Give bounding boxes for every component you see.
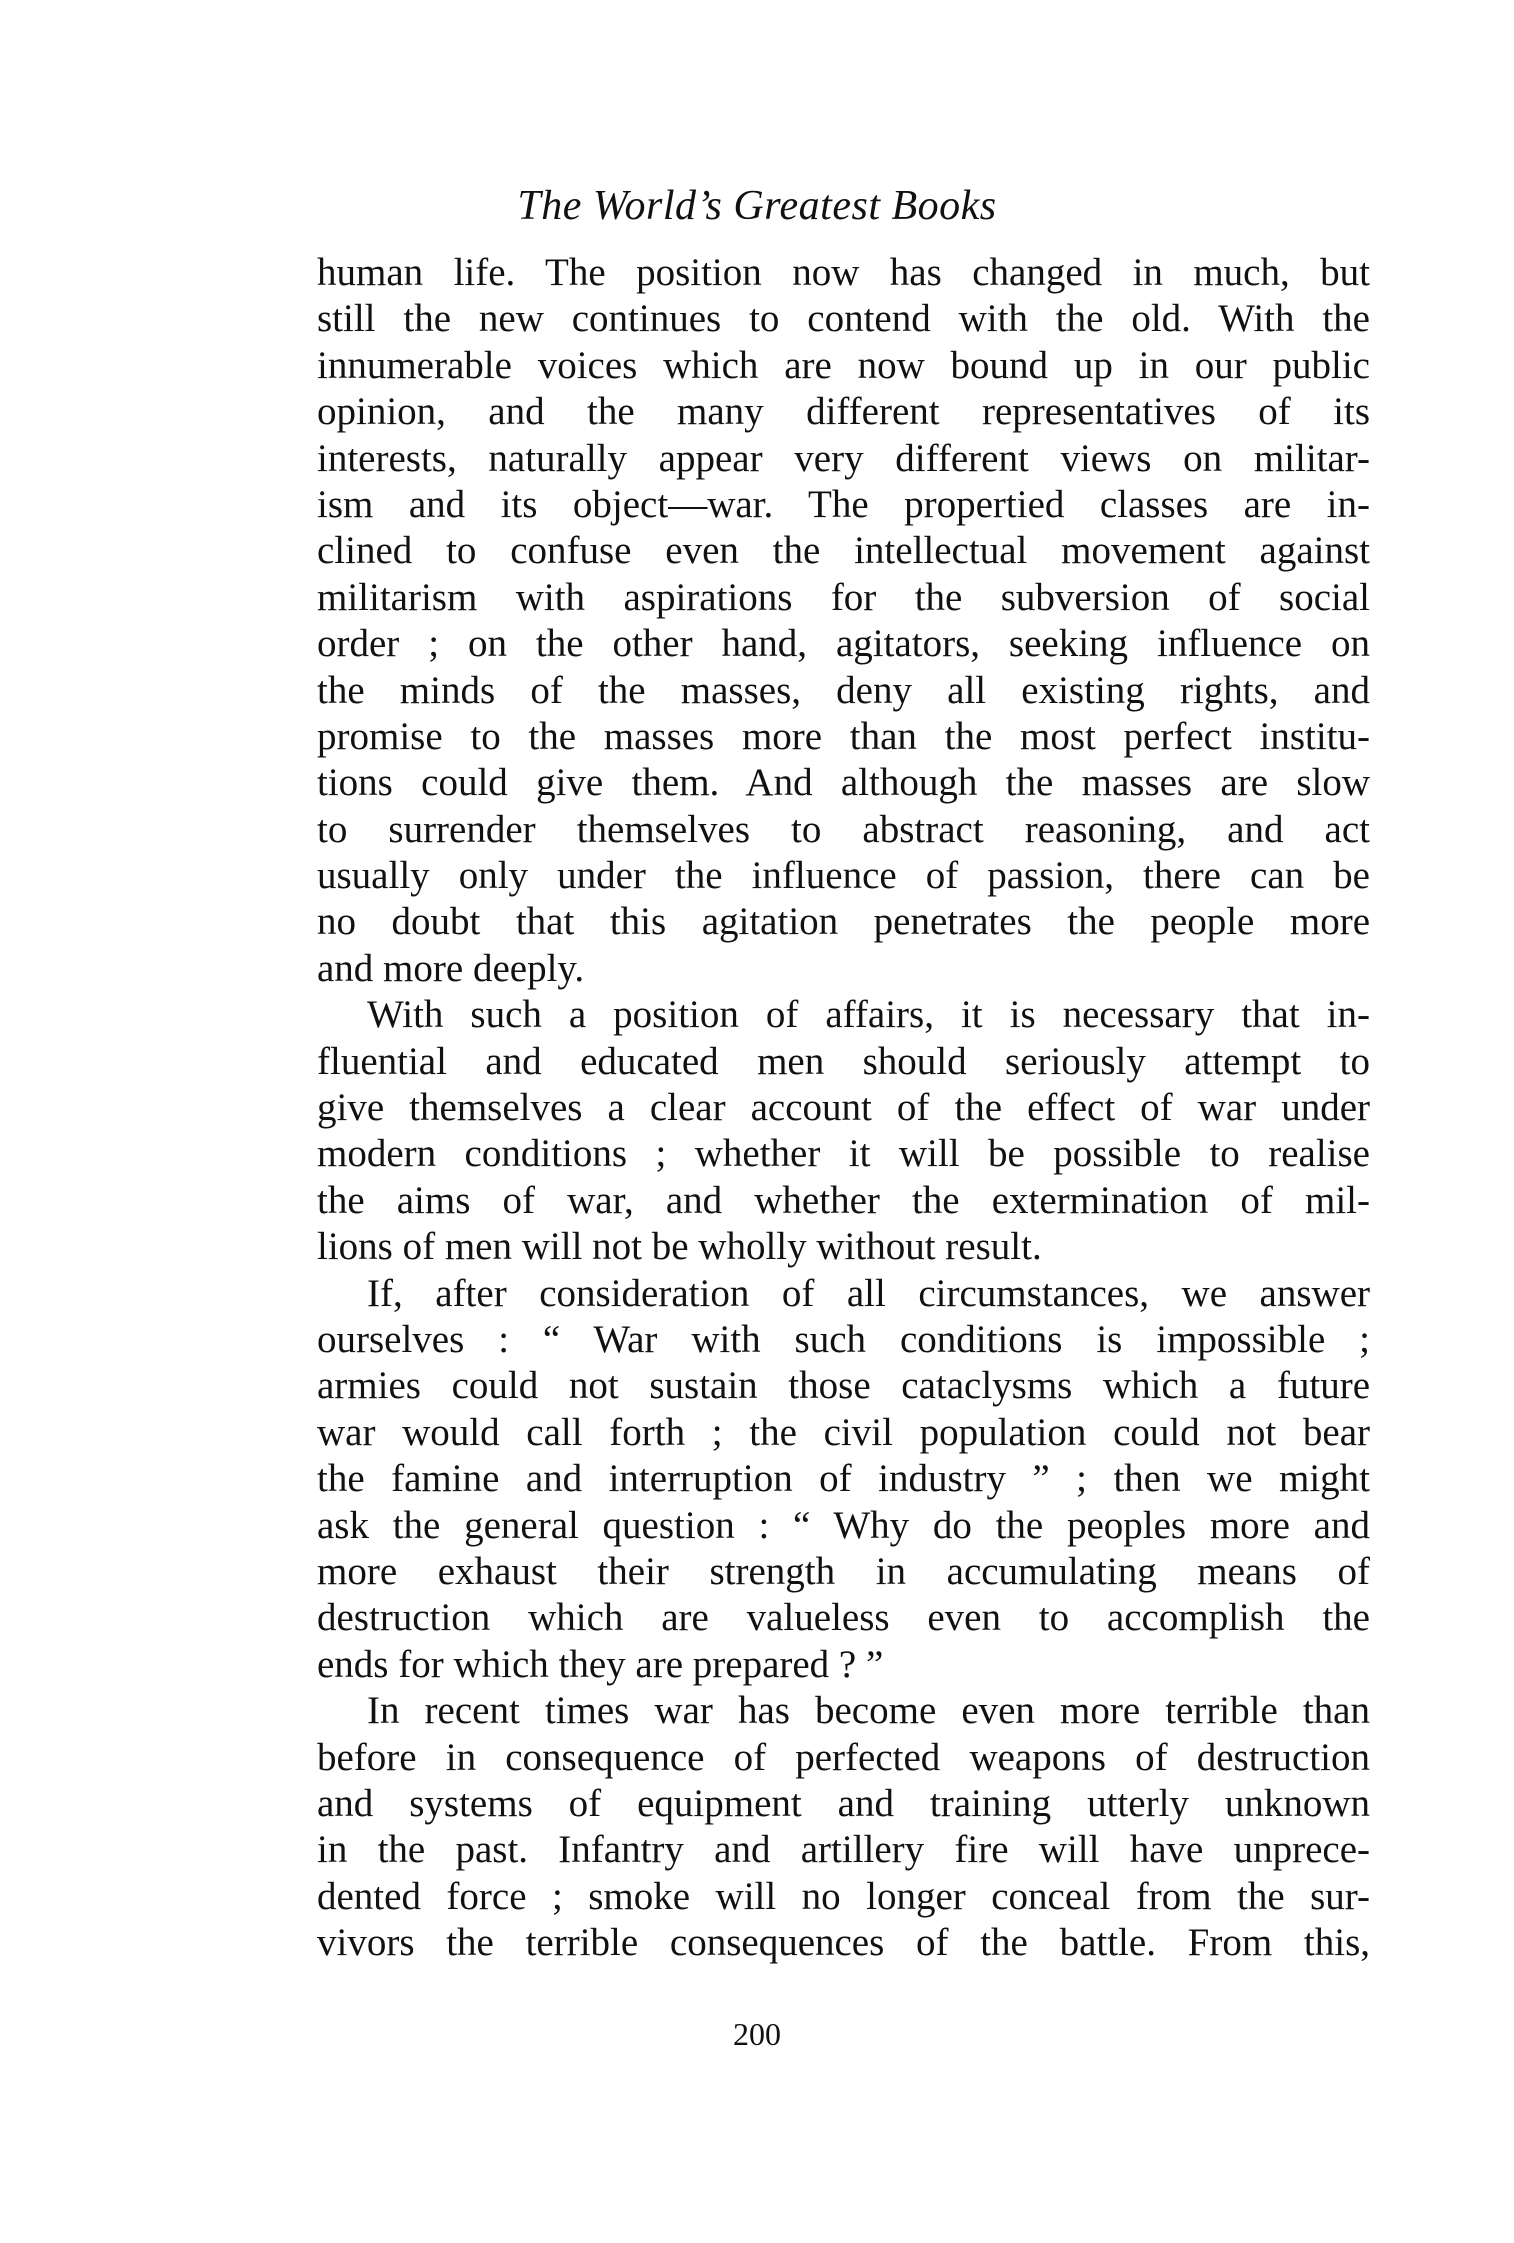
- page-number: 200: [733, 2016, 781, 2052]
- paragraph: [317, 992, 1370, 1270]
- text-line: ask the general question : “ Why do the peoples more and: [317, 1503, 1370, 1547]
- page-body: [317, 250, 1370, 1966]
- text-line: militarism with aspirations for the subversion of social: [317, 575, 1370, 619]
- paragraph: [317, 1271, 1370, 1689]
- text-line: and more deeply.: [317, 946, 585, 990]
- text-line: usually only under the influence of passion, there can be: [317, 854, 1370, 898]
- text-line: promise to the masses more than the most perfect institu-: [317, 714, 1370, 758]
- text-line: the minds of the masses, deny all existing rights, and: [317, 668, 1370, 712]
- text-line: tions could give them. And although the masses are slow: [317, 761, 1370, 805]
- text-line: before in consequence of perfected weapons of destruction: [317, 1735, 1370, 1779]
- text-line: the aims of war, and whether the extermination of mil-: [317, 1178, 1370, 1222]
- text-line: innumerable voices which are now bound up in our public: [317, 343, 1370, 387]
- text-line: interests, naturally appear very different views on militar-: [317, 436, 1370, 480]
- text-line: war would call forth ; the civil population could not bear: [317, 1410, 1370, 1454]
- text-line: no doubt that this agitation penetrates the people more: [317, 900, 1370, 944]
- text-line: fluential and educated men should seriously attempt to: [317, 1039, 1370, 1083]
- text-line: dented force ; smoke will no longer conceal from the sur-: [317, 1874, 1370, 1918]
- paragraph: [317, 250, 1370, 992]
- text-line: ism and its object—war. The propertied classes are in-: [317, 482, 1370, 526]
- text-line: ourselves : “ War with such conditions is impossible ;: [317, 1317, 1370, 1361]
- text-line: and systems of equipment and training utterly unknown: [317, 1781, 1370, 1825]
- text-line: the famine and interruption of industry ” ; then we might: [317, 1457, 1370, 1501]
- text-line: in the past. Infantry and artillery fire will have unprece-: [317, 1828, 1370, 1872]
- text-line: still the new continues to contend with the old. With the: [317, 297, 1370, 341]
- text-line: to surrender themselves to abstract reasoning, and act: [317, 807, 1370, 851]
- text-line: more exhaust their strength in accumulating means of: [317, 1549, 1370, 1593]
- running-header: The World’s Greatest Books: [517, 183, 997, 229]
- paragraph: [317, 1688, 1370, 1966]
- text-line: destruction which are valueless even to accomplish the: [317, 1596, 1370, 1640]
- text-line: armies could not sustain those cataclysms which a future: [317, 1364, 1370, 1408]
- text-line: ends for which they are prepared ? ”: [317, 1642, 884, 1686]
- text-line: opinion, and the many different representatives of its: [317, 390, 1370, 434]
- text-line: With such a position of affairs, it is necessary that in-: [367, 993, 1370, 1037]
- text-line: give themselves a clear account of the effect of war under: [317, 1086, 1370, 1130]
- text-line: If, after consideration of all circumstances, we answer: [367, 1271, 1370, 1315]
- text-line: human life. The position now has changed in much, but: [317, 251, 1370, 294]
- text-line: order ; on the other hand, agitators, seeking influence on: [317, 622, 1370, 666]
- text-line: lions of men will not be wholly without result.: [317, 1225, 1042, 1269]
- text-line: In recent times war has become even more terrible than: [367, 1689, 1370, 1733]
- text-line: vivors the terrible consequences of the battle. From this,: [317, 1921, 1370, 1965]
- text-line: clined to confuse even the intellectual movement against: [317, 529, 1370, 573]
- text-line: modern conditions ; whether it will be possible to realise: [317, 1132, 1370, 1176]
